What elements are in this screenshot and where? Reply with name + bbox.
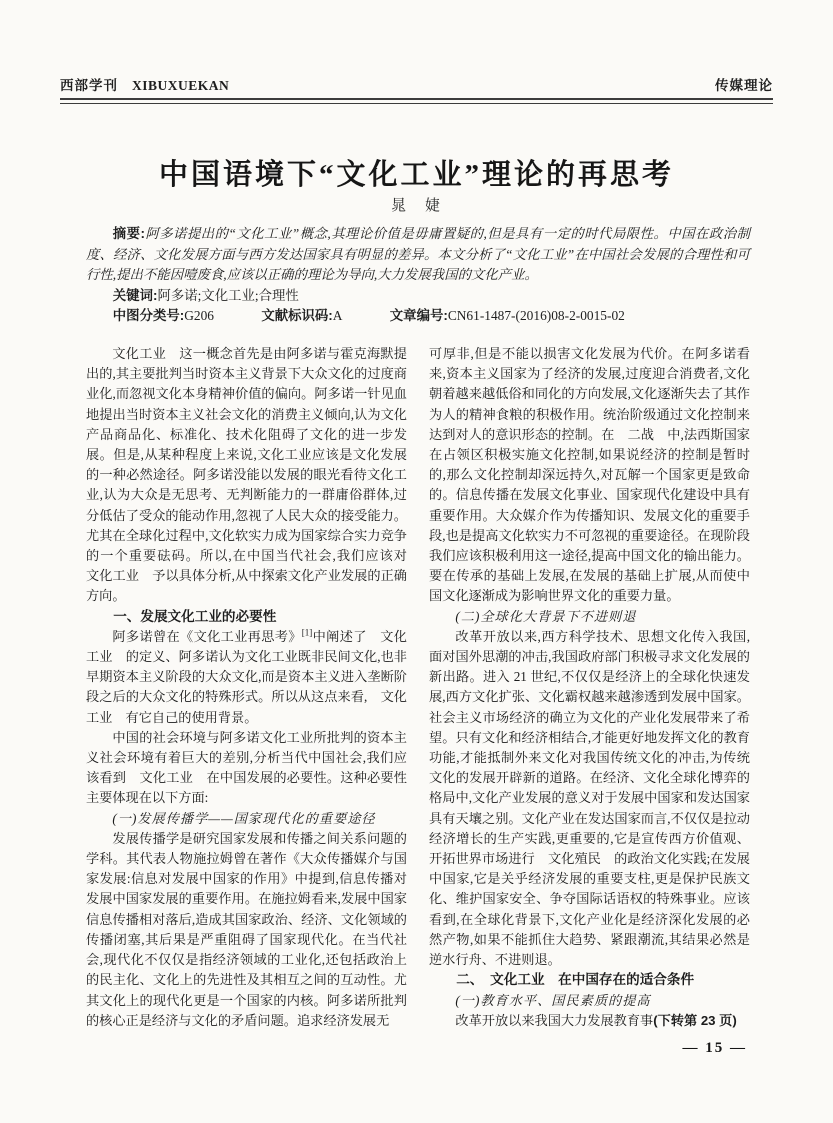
page-number: — 15 — [682,1040,747,1056]
classification-line [86,306,750,327]
abstract-label: 摘要: [112,226,145,241]
article-no-label: 文章编号: [389,308,448,324]
article-author: 晁 婕 [390,198,442,214]
clc-group [113,308,214,323]
article-body [86,344,750,1031]
body-paragraph: 发展传播学是研究国家发展和传播之间关系问题的学科。其代表人物施拉姆曾在著作《大众传播媒介与国家发展:信息对发展中国家的作用》中提到,信息传播对发展中国家发展的重要作用。在施拉姆看来,发展中国家信息传播相对落后,造成其国家政治、经济、文化领域的传播闭塞,其后果是严重阻碍了国家现代化。在当代社会,现代化不仅仅是指经济领域的工业化,还包括政治上的民主化、文化上的先进性及其相互之间的互动性。尤其文化上的现代化更是一个国家的内核。阿多诺所批判的核心正是经济与文化的矛盾问题。追求经济发展无 [86,830,407,1028]
header-rule [60,98,773,104]
section-heading: (一)发展传播学——国家现代化的重要途径 [112,810,376,826]
doc-code-label: 文献标识码: [261,308,333,324]
body-paragraph: 改革开放以来我国大力发展教育事(下转第 23 页) [455,1012,737,1028]
article-title: 中国语境下“文化工业”理论的再思考 [158,159,674,192]
journal-name-cn: 西部学刊 [60,78,118,93]
section-label: 传媒理论 [715,78,773,93]
clc-label: 中图分类号: [112,308,185,324]
journal-name-en: XIBUXUEKAN [132,78,230,93]
body-paragraph: 阿多诺曾在《文化工业再思考》[1]中阐述了 文化工业 的定义、阿多诺认为文化工业既非民间文化,也非早期资本主义阶段的大众文化,而是资本主义进入垄断阶段之后的大众文化的特殊形式。所以从这点来看, 文化工业 有它自己的使用背景。 [86,627,407,725]
body-paragraph: 可厚非,但是不能以损害文化发展为代价。在阿多诺看来,资本主义国家为了经济的发展,过度迎合消费者,文化朝着越来越低俗和同化的方向发展,文化逐渐失去了其作为人的精神食粮的积极作用。统治阶级通过文化控制来达到对人的意识形态的控制。在 二战 中,法西斯国家在占领区积极实施文化控制,如果说经济的控制是暂时的,那么文化控制却深远持久,对瓦解一个国家更是致命的。信息传播在发展文化事业、国家现代化建设中具有重要作用。大众媒介作为传播知识、发展文化的重要手段,也是提高文化软实力不可忽视的重要途径。在现阶段我们应该积极利用这一途径,提高中国文化的输出能力。要在传承的基础上发展,在发展的基础上扩展,从而使中国文化逐渐成为影响世界文化的重要力量。 [429,346,750,604]
section-heading: 二、 文化工业 在中国存在的适合条件 [456,972,695,988]
keywords-text: 阿多诺;文化工业;合理性 [157,287,299,303]
journal-name [60,74,229,94]
doc-code-value: A [332,308,343,324]
left-column [86,344,421,1031]
doc-code-group [261,308,342,323]
body-paragraph: 中国的社会环境与阿多诺文化工业所批判的资本主义社会环境有着巨大的差别,分析当代中国社会,我们应该看到 文化工业 在中国发展的必要性。这种必要性主要体现在以下方面: [86,729,407,806]
right-column [429,344,750,1031]
body-paragraph: 文化工业 这一概念首先是由阿多诺与霍克海默提出的,其主要批判当时资本主义背景下大众文化的过度商业化,而忽视文化本身精神价值的偏向。阿多诺一针见血地提出当时资本主义社会文化的消费主义倾向,认为文化产品商品化、标准化、技术化阻碍了文化的进一步发展。但是,从某种程度上来说,文化工业应该是文化发展的一种必然途径。阿多诺没能以发展的眼光看待文化工业,认为大众是无思考、无判断能力的一群庸俗群体,过分低估了受众的能动作用,忽视了人民大众的接受能力。尤其在全球化过程中,文化软实力成为国家综合实力竞争的一个重要砝码。所以,在中国当代社会,我们应该对 文化工业 予以具体分析,从中探索文化产业发展的正确方向。 [86,346,421,604]
section-heading: 一、发展文化工业的必要性 [113,608,277,624]
abstract [86,224,750,286]
article-no-group [390,308,625,323]
section-heading: (二)全球化大背景下不进则退 [455,608,637,624]
abstract-text: 阿多诺提出的“文化工业”概念,其理论价值是毋庸置疑的,但是具有一定的时代局限性。中国在政治制度、经济、文化发展方面与西方发达国家具有明显的差异。本文分析了“文化工业”在中国社会发展的合理性和可行性,提出不能因噎废食,应该以正确的理论为导向,大力发展我国的文化产业。 [86,226,750,283]
page-header [60,74,773,94]
keywords-label: 关键词: [112,287,158,303]
body-paragraph: 改革开放以来,西方科学技术、思想文化传入我国,面对国外思潮的冲击,我国政府部门积极寻求文化发展的新出路。进入 21 世纪,不仅仅是经济上的全球化快速发展,西方文化扩张、文化霸权越来越渗透到发展中国家。社会主义市场经济的确立为文化的产业化发展带来了希望。只有文化和经济相结合,才能更好地发挥文化的教育功能,才能抵制外来文化对我国传统文化的冲击,为传统文化的发展开辟新的道路。在经济、文化全球化博弈的格局中,文化产业发展的意义对于发展中国家和发达国家具有天壤之别。文化产业在发达国家而言,不仅仅是拉动经济增长的生产实践,更重要的,它是宣传西方价值观、开拓世界市场进行 文化殖民 的政治文化实践;在发展中国家,它是关乎经济发展的重要支柱,更是保护民族文化、维护国家安全、争夺国际话语权的特殊事业。应该看到,在全球化背景下,文化产业化是经济深化发展的必然产物,如果不能抓住大趋势、紧跟潮流,其结果必然是逆水行舟、不进则退。 [429,628,750,968]
article-no-value: CN61-1487-(2016)08-2-0015-02 [447,308,625,324]
section-heading: (一)教育水平、国民素质的提高 [455,992,651,1008]
article-meta [86,224,750,327]
keywords [86,286,750,307]
continued-note: (下转第 23 页) [653,1012,737,1028]
clc-value: G206 [184,308,214,324]
